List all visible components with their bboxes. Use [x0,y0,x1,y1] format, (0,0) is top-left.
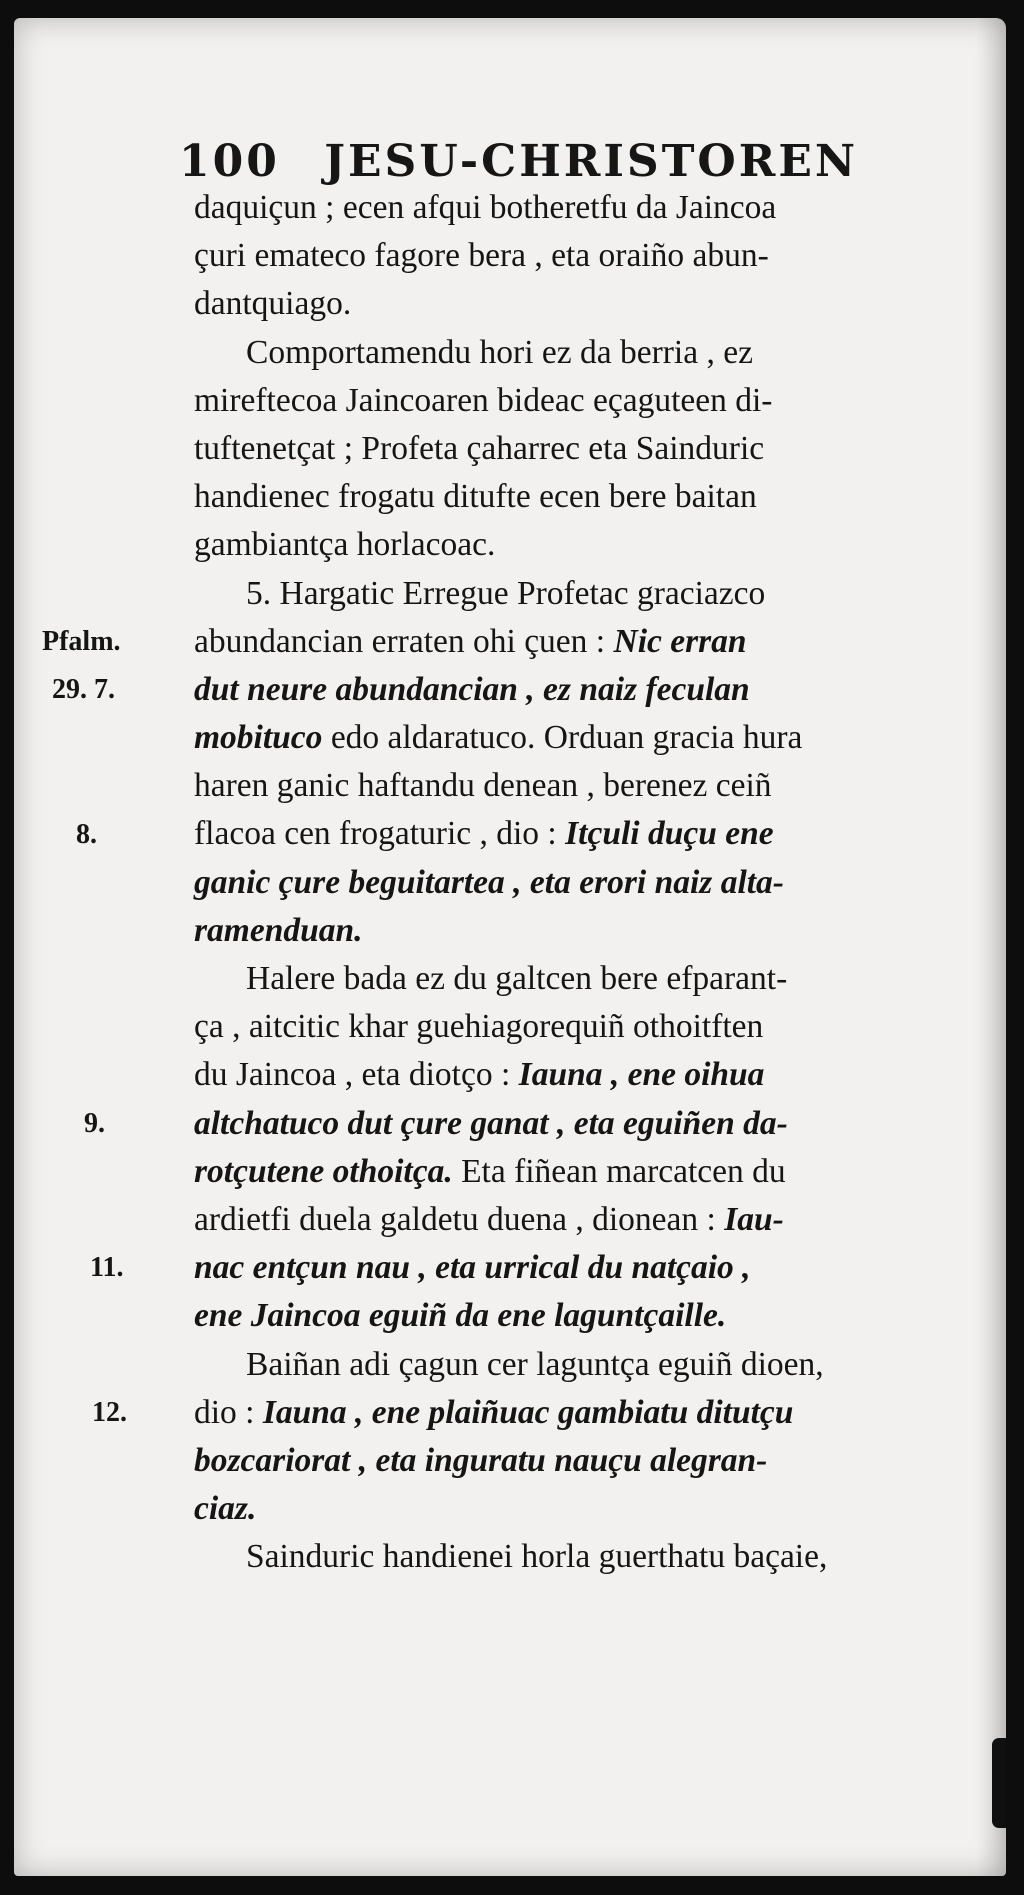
page-number: 100 [179,136,280,187]
text-line [194,1100,999,1148]
text-line [194,714,999,762]
margin-note: 8. [76,818,97,850]
italic-text: ene Jaincoa eguiñ da ene laguntçaille. [194,1297,727,1335]
text-line [194,377,999,425]
text-line [194,810,999,858]
italic-text: mobituco [194,719,323,757]
text-line [194,1244,999,1292]
text-line [194,955,999,1003]
text-line [194,1051,999,1099]
roman-text: Eta fiñean marcatcen du [452,1152,786,1190]
roman-text: flacoa cen frogaturic , dio : [194,815,566,853]
text-line [194,570,999,618]
italic-text: ramenduan. [194,911,363,949]
text-line [194,1003,999,1051]
italic-text: altchatuco dut çure ganat , eta eguiñen da- [194,1104,788,1142]
roman-text: Comportamendu hori ez da berria , ez [246,333,753,371]
roman-text: abundancian erraten ohi çuen : [194,622,614,660]
roman-text: ardietfi duela galdetu duena , dionean : [194,1200,725,1238]
text-line [194,1292,999,1340]
text-line [194,762,999,810]
margin-note: Pfalm. [42,625,121,657]
italic-text: rotçutene othoitça. [194,1152,453,1190]
text-line [194,1196,999,1244]
italic-text: nac entçun nau , eta urrical du natçaio , [194,1249,751,1287]
text-line [194,1437,999,1485]
roman-text: çuri emateco fagore bera , eta oraiño abun- [194,237,769,275]
text-line [194,232,999,280]
roman-text: haren ganic haftandu denean , berenez ceiñ [194,767,772,805]
text-line [194,1341,999,1389]
italic-text: Itçuli duçu ene [565,815,774,853]
text-line [194,1485,999,1533]
italic-text: Iauna , ene plaiñuac gambiatu ditutçu [262,1393,794,1431]
roman-text: edo aldaratuco. Orduan gracia hura [322,719,803,757]
roman-text: tuftenetçat ; Profeta çaharrec eta Sainduric [194,429,765,467]
text-line [194,1533,999,1581]
page-edge-mark [992,1738,1006,1828]
roman-text: ça , aitcitic khar guehiagorequiñ othoitften [194,1008,764,1046]
roman-text: handienec frogatu ditufte ecen bere baitan [194,478,757,516]
book-page [14,18,1006,1876]
text-line [194,666,999,714]
margin-note: 29. 7. [52,674,115,705]
roman-text: dantquiago. [194,285,352,323]
text-line [194,907,999,955]
roman-text: Sainduric handienei horla guerthatu baçaie, [246,1538,828,1576]
roman-text: daquiçun ; ecen afqui botheretfu da Jaincoa [194,189,777,226]
roman-text: Baiñan adi çagun cer laguntça eguiñ dioen, [246,1345,824,1383]
text-line [194,280,999,328]
text-line [194,521,999,569]
margin-note: 9. [84,1107,105,1139]
italic-text: dut neure abundancian , ez naiz feculan [194,670,750,708]
italic-text: ciaz. [194,1490,257,1528]
italic-text: bozcariorat , eta inguratu nauçu alegran- [194,1441,768,1479]
roman-text: Halere bada ez du galtcen bere efparant- [246,960,788,997]
text-line [194,425,999,473]
margin-note: 11. [90,1252,124,1284]
roman-text: gambiantça horlacoac. [194,526,496,564]
roman-text: dio : [194,1393,263,1431]
running-head: JESU-CHRISTOREN [324,136,859,187]
roman-text: mireftecoa Jaincoaren bideac eçaguteen di- [194,381,773,419]
roman-text: du Jaincoa , eta diotço : [194,1056,519,1094]
body-text [194,184,999,1581]
page-header [179,136,858,187]
text-line [194,1148,999,1196]
italic-text: Nic erran [613,622,747,660]
text-line [194,618,999,666]
italic-text: Iauna , ene oihua [518,1056,765,1094]
text-line [194,473,999,521]
roman-text: 5. Hargatic Erregue Profetac graciazco [246,574,766,612]
text-line [194,184,999,232]
text-line [194,1389,999,1437]
italic-text: Iau- [724,1200,784,1238]
text-line [194,859,999,907]
text-line [194,329,999,377]
margin-note: 12. [92,1397,127,1428]
italic-text: ganic çure beguitartea , eta erori naiz alta- [194,863,784,901]
